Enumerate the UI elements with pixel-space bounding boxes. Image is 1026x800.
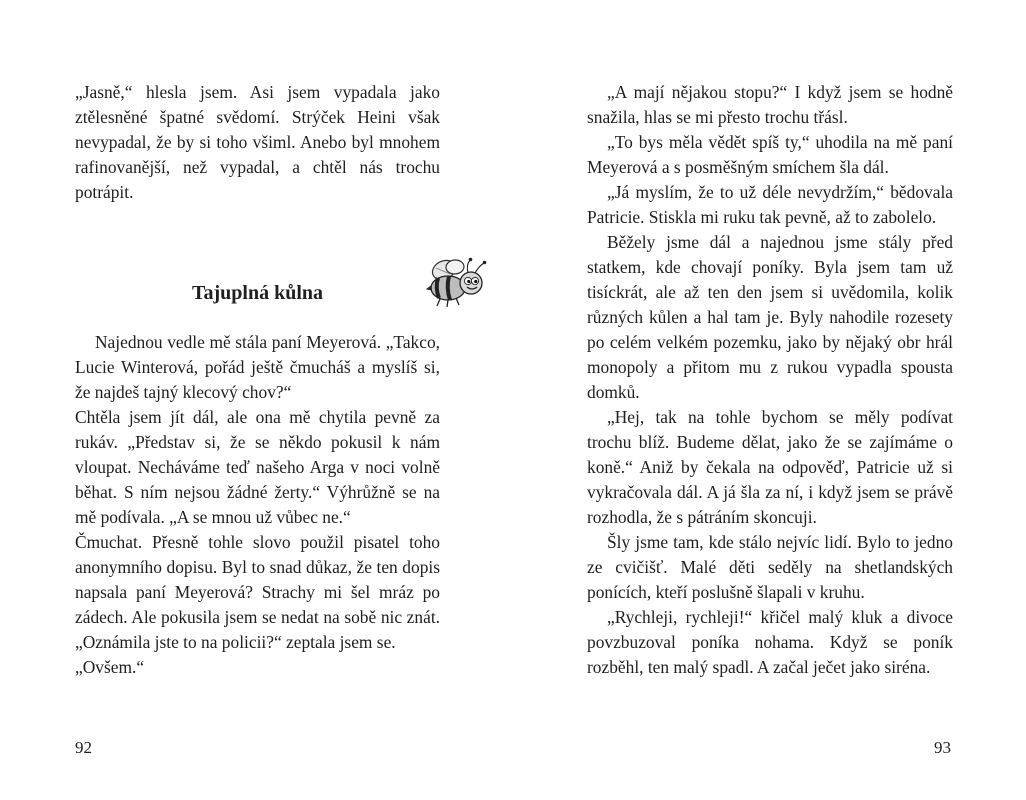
paragraph: „Hej, tak na tohle bychom se měly podívat trochu blíž. Budeme dělat, jako že se zajímáme o koně.“ Aniž by čekala na odpověď, Patricie už si vykračovala dál. A já šla za ní, i když jsem se právě rozhodla, že s pátráním skoncuji. [587,407,953,527]
left-page-top-text [75,80,440,205]
paragraph: „Ovšem.“ [75,657,145,677]
paragraph: „Jasně,“ hlesla jsem. Asi jsem vypadala jako ztělesněné špatné svědomí. Strýček Heini však nevypadal, že by si toho všiml. Anebo byl mnohem rafinovanější, než vypadal, a chtěl nás trochu potrápit. [75,82,440,202]
right-page [513,0,1026,800]
paragraph: Běžely jsme dál a najednou jsme stály před statkem, kde chovají poníky. Byla jsem tam už tisíckrát, ale až ten den jsem si uvědomila, kolik různých kůlen a hal tam je. Byly nahodile rozesety po celém velkém pozemku, jako by nějaký obr hrál monopoly a přitom mu z rukou vypadla spousta domků. [587,232,953,402]
paragraph: „Já myslím, že to už déle nevydržím,“ bědovala Patricie. Stiskla mi ruku tak pevně, až to zabolelo. [587,182,953,227]
page-number: 92 [75,738,92,757]
paragraph: Chtěla jsem jít dál, ale ona mě chytila pevně za rukáv. „Představ si, že se někdo pokusil k nám vloupat. Necháváme teď našeho Arga v noci volně běhat. S ním nejsou žádné žerty.“ Výhrůžně se na mě podívala. „A se mnou už vůbec ne.“ [75,407,440,527]
paragraph: „Rychleji, rychleji!“ křičel malý kluk a divoce povzbuzoval poníka nohama. Když se poník rozběhl, ten malý spadl. A začal ječet jako siréna. [587,607,953,677]
paragraph: Šly jsme tam, kde stálo nejvíc lidí. Bylo to jedno ze cvičišť. Malé děti seděly na shetlandských ponících, kteří poslušně šlapali v kruhu. [587,532,953,602]
chapter-title: Tajuplná kůlna [191,282,323,304]
right-page-text [587,80,953,680]
paragraph: „To bys měla vědět spíš ty,“ uhodila na mě paní Meyerová a s posměšným smíchem šla dál. [587,132,953,177]
paragraph: „A mají nějakou stopu?“ I když jsem se hodně snažila, hlas se mi přesto trochu třásl. [587,82,953,127]
paragraph: Čmuchat. Přesně tohle slovo použil pisatel toho anonymního dopisu. Byl to snad důkaz, že ten dopis napsala paní Meyerová? Strachy mi šel mráz po zádech. Ale pokusila jsem se nedat na sobě nic znát. „Oznámila jste to na policii?“ zeptala jsem se. [75,532,440,652]
bee-icon [424,256,490,308]
paragraph: Najednou vedle mě stála paní Meyerová. „Takco, Lucie Winterová, pořád ještě čmucháš a myslíš si, že najdeš tajný klecový chov?“ [75,332,440,402]
page-number: 93 [934,738,951,757]
left-page-bottom-text [75,330,440,680]
